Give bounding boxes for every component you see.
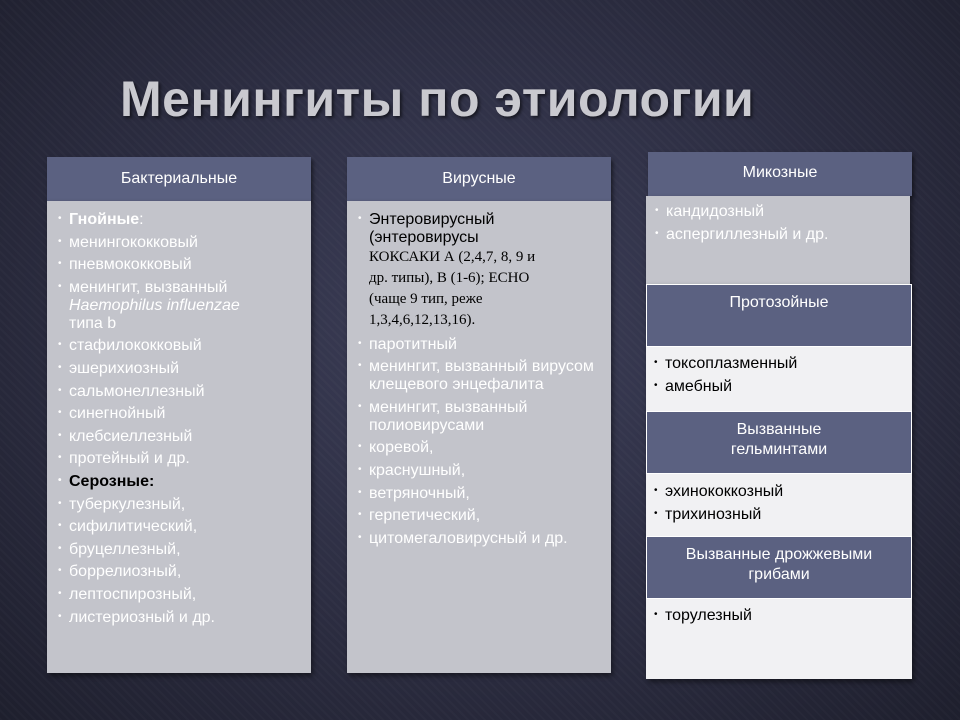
list-item: • токсоплазменный [654,355,904,373]
fungal-list [655,203,900,244]
protozoal-list [654,355,904,396]
entero-serif-line: 1,3,4,6,12,13,16). [369,312,476,328]
list-item: • протейный и др. [58,450,301,468]
serous-heading [58,473,301,491]
yeast-header-label: Вызванные дрожжевыми грибами [685,546,873,583]
helminth-header [646,411,912,474]
list-item: • коревой, [358,439,601,457]
list-item-hib [58,279,301,333]
entero-serif-line: (чаще 9 тип, реже [369,291,483,307]
entero-line1: Энтеровирусный [369,211,495,228]
list-item: • ветряночный, [358,485,601,503]
enterovirus-item [358,211,601,331]
list-item: • герпетический, [358,507,601,525]
fungal-header-label: Микозные [742,164,818,181]
list-item: • паротитный [358,336,601,354]
list-item: • пневмококковый [58,256,301,274]
list-item: • торулезный [654,607,904,625]
viral-panel [347,201,611,673]
protozoal-header [646,284,912,347]
list-item: • туберкулезный, [58,496,301,514]
viral-header-label: Вирусные [442,170,516,187]
slide-title: Менингиты по этиологии [120,71,755,127]
yeast-header [646,536,912,599]
list-item: • листериозный и др. [58,609,301,627]
list-item: • краснушный, [358,462,601,480]
protozoal-header-label: Протозойные [729,294,829,311]
list-item: • менингит, вызванный вирусом клещевого энцефалита [358,358,601,394]
list-item: • аспергиллезный и др. [655,226,900,244]
list-item: • трихинозный [654,506,904,524]
list-item: • кандидозный [655,203,900,221]
serous-label: Серозные: [69,472,155,490]
list-item: • клебсиеллезный [58,428,301,446]
entero-serif-block [369,247,601,331]
hib-species: Haemophilus influenzae [69,296,240,314]
list-item: • эшерихиозный [58,360,301,378]
list-item: • синегнойный [58,405,301,423]
entero-serif-line: КОКСАКИ А (2,4,7, 8, 9 и [369,249,536,265]
hib-line3: типа b [69,314,117,332]
list-item: • менингит, вызванный полиовирусами [358,399,601,435]
list-item: • сифилитический, [58,518,301,536]
viral-list [358,211,601,548]
purulent-label: Гнойные [69,211,140,228]
fungal-header [648,152,912,196]
purulent-colon: : [139,211,144,228]
fungal-panel [646,196,910,289]
list-item: • лептоспирозный, [58,586,301,604]
bacterial-header [47,157,311,201]
bacterial-list [58,211,301,627]
purulent-heading [58,211,301,229]
yeast-body [654,607,904,630]
list-item: • сальмонеллезный [58,383,301,401]
bacterial-header-label: Бактериальные [120,170,238,187]
viral-header [347,157,611,201]
bacterial-panel [47,201,311,673]
entero-line2: (энтеровирусы [369,229,479,246]
entero-serif-line: др. типы), В (1-6); ЕСНО [369,270,530,286]
protozoal-body [654,355,904,400]
list-item: • цитомегаловирусный и др. [358,530,601,548]
list-item: • эхинококкозный [654,483,904,501]
helminth-body [654,483,904,528]
list-item: • боррелиозный, [58,563,301,581]
list-item: • стафилококковый [58,337,301,355]
list-item: • менингококковый [58,234,301,252]
list-item: • бруцеллезный, [58,541,301,559]
yeast-list [654,607,904,625]
hib-line1: менингит, вызванный [69,278,228,296]
helminth-list [654,483,904,524]
helminth-header-label: Вызванные гельминтами [730,421,828,458]
list-item: • амебный [654,378,904,396]
